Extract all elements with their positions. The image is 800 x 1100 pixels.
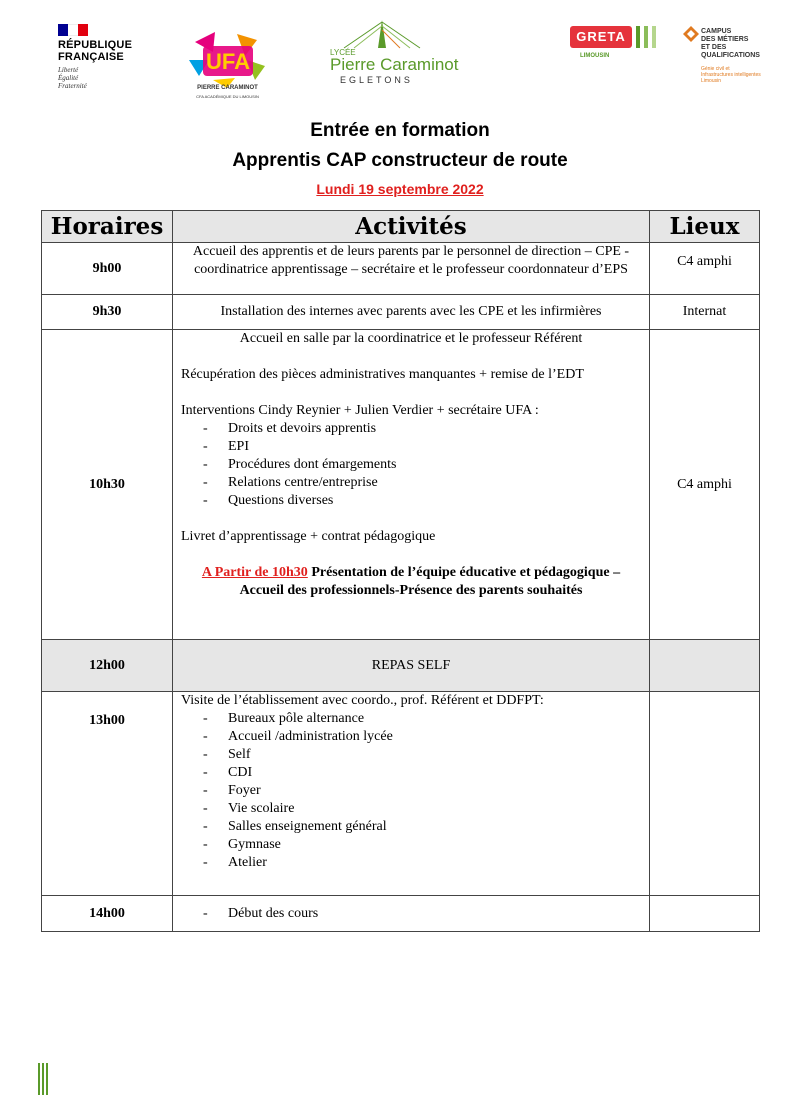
activity-line: Visite de l’établissement avec coordo., prof. Référent et DDFPT: xyxy=(181,693,544,708)
highlight-note xyxy=(181,564,641,600)
row-time: 13h00 xyxy=(42,692,173,896)
list-item: - Accueil /administration lycée xyxy=(203,728,641,746)
table-row xyxy=(42,896,760,932)
activity-line: Livret d’apprentissage + contrat pédagogique xyxy=(181,529,436,544)
list-item: - Questions diverses xyxy=(203,492,641,510)
row-place: C4 amphi xyxy=(650,243,760,295)
greta-sub: LIMOUSIN xyxy=(580,53,610,59)
activity-list xyxy=(181,905,641,923)
page-subtitle: Apprentis CAP constructeur de route xyxy=(232,150,568,171)
ufa-name: PIERRE CARAMINOT xyxy=(197,85,258,91)
campus-sub2: Infrastructures intelligentes xyxy=(701,72,761,78)
ufa-sub: CFA ACADÉMIQUE DU LIMOUSIN xyxy=(196,94,259,99)
french-flag-icon xyxy=(58,24,88,36)
campus-line4: QUALIFICATIONS xyxy=(701,52,760,59)
campus-line1: CAMPUS xyxy=(701,28,732,35)
header-lieux: Lieux xyxy=(650,211,760,243)
republique-francaise-logo xyxy=(58,24,148,90)
list-item: - Relations centre/entreprise xyxy=(203,474,641,492)
campus-sub1: Génie civil et xyxy=(701,66,730,72)
list-item: - Salles enseignement général xyxy=(203,818,641,836)
row-activity xyxy=(173,692,650,896)
row-place xyxy=(650,640,760,692)
greta-stripes-icon xyxy=(634,26,664,48)
rf-line1: RÉPUBLIQUE xyxy=(58,39,133,51)
ufa-text: UFA xyxy=(206,49,250,74)
header-activites: Activités xyxy=(173,211,650,243)
lycee-name: Pierre Caraminot xyxy=(330,55,459,74)
row-place xyxy=(650,896,760,932)
table-header-row xyxy=(42,211,760,243)
rf-line2: FRANÇAISE xyxy=(58,51,124,63)
lycee-city: EGLETONS xyxy=(340,75,413,85)
schedule-table xyxy=(41,210,760,932)
table-row xyxy=(42,243,760,295)
row-place: Internat xyxy=(650,295,760,330)
activity-line: Accueil en salle par la coordinatrice et le professeur Référent xyxy=(239,331,583,346)
activity-list xyxy=(181,420,641,510)
header-logos xyxy=(0,0,800,115)
table-row xyxy=(42,295,760,330)
row-activity: Installation des internes avec parents avec les CPE et les infirmières xyxy=(173,295,650,330)
row-place xyxy=(650,692,760,896)
ufa-logo xyxy=(185,30,270,112)
row-activity: Accueil des apprentis et de leurs parents par le personnel de direction – CPE - coordinatrice apprentissage – secrétaire et le professeur coordonnateur d’EPS xyxy=(173,243,650,295)
row-place: C4 amphi xyxy=(650,330,760,640)
campus-sub3: Limousin xyxy=(701,78,722,84)
lycee-label: LYCÉE xyxy=(330,48,356,57)
activity-line: Interventions Cindy Reynier + Julien Verdier + secrétaire UFA : xyxy=(181,403,539,418)
highlight-time: A Partir de 10h30 xyxy=(201,565,308,580)
list-item: - Vie scolaire xyxy=(203,800,641,818)
campus-line3: ET DES xyxy=(701,44,727,51)
row-activity xyxy=(173,330,650,640)
list-item: - Bureaux pôle alternance xyxy=(203,710,641,728)
list-item: - CDI xyxy=(203,764,641,782)
row-time: 9h00 xyxy=(42,243,173,295)
list-item: - Gymnase xyxy=(203,836,641,854)
lycee-logo xyxy=(330,18,480,88)
list-item: - Début des cours xyxy=(203,905,641,923)
event-date: Lundi 19 septembre 2022 xyxy=(316,181,484,197)
row-activity: REPAS SELF xyxy=(173,640,650,692)
list-item: - Foyer xyxy=(203,782,641,800)
list-item: - Atelier xyxy=(203,854,641,872)
activity-list xyxy=(181,710,641,872)
bridge-icon xyxy=(330,18,480,50)
campus-line2: DES MÉTIERS xyxy=(701,36,749,43)
list-item: - Self xyxy=(203,746,641,764)
table-row xyxy=(42,330,760,640)
greta-text: GRETA xyxy=(570,26,632,48)
row-time: 12h00 xyxy=(42,640,173,692)
activity-line: Récupération des pièces administratives manquantes + remise de l’EDT xyxy=(181,367,584,382)
list-item: - Droits et devoirs apprentis xyxy=(203,420,641,438)
row-time: 9h30 xyxy=(42,295,173,330)
rf-motto1: Liberté xyxy=(58,66,79,74)
table-row xyxy=(42,640,760,692)
greta-logo xyxy=(570,26,665,66)
list-item: - EPI xyxy=(203,438,641,456)
page-title: Entrée en formation xyxy=(310,120,490,141)
row-time: 14h00 xyxy=(42,896,173,932)
rf-motto3: Fraternité xyxy=(58,82,87,90)
header-horaires: Horaires xyxy=(42,211,173,243)
highlight-text: Présentation de l’équipe éducative et pédagogique – Accueil des professionnels-Présence des parents souhaités xyxy=(239,565,621,598)
ufa-emblem-icon xyxy=(185,30,270,88)
footer-mark xyxy=(38,1063,48,1095)
list-item: - Procédures dont émargements xyxy=(203,456,641,474)
campus-emblem-icon xyxy=(683,26,699,42)
table-row xyxy=(42,692,760,896)
row-time: 10h30 xyxy=(42,330,173,640)
rf-motto2: Égalité xyxy=(58,74,79,82)
row-activity xyxy=(173,896,650,932)
